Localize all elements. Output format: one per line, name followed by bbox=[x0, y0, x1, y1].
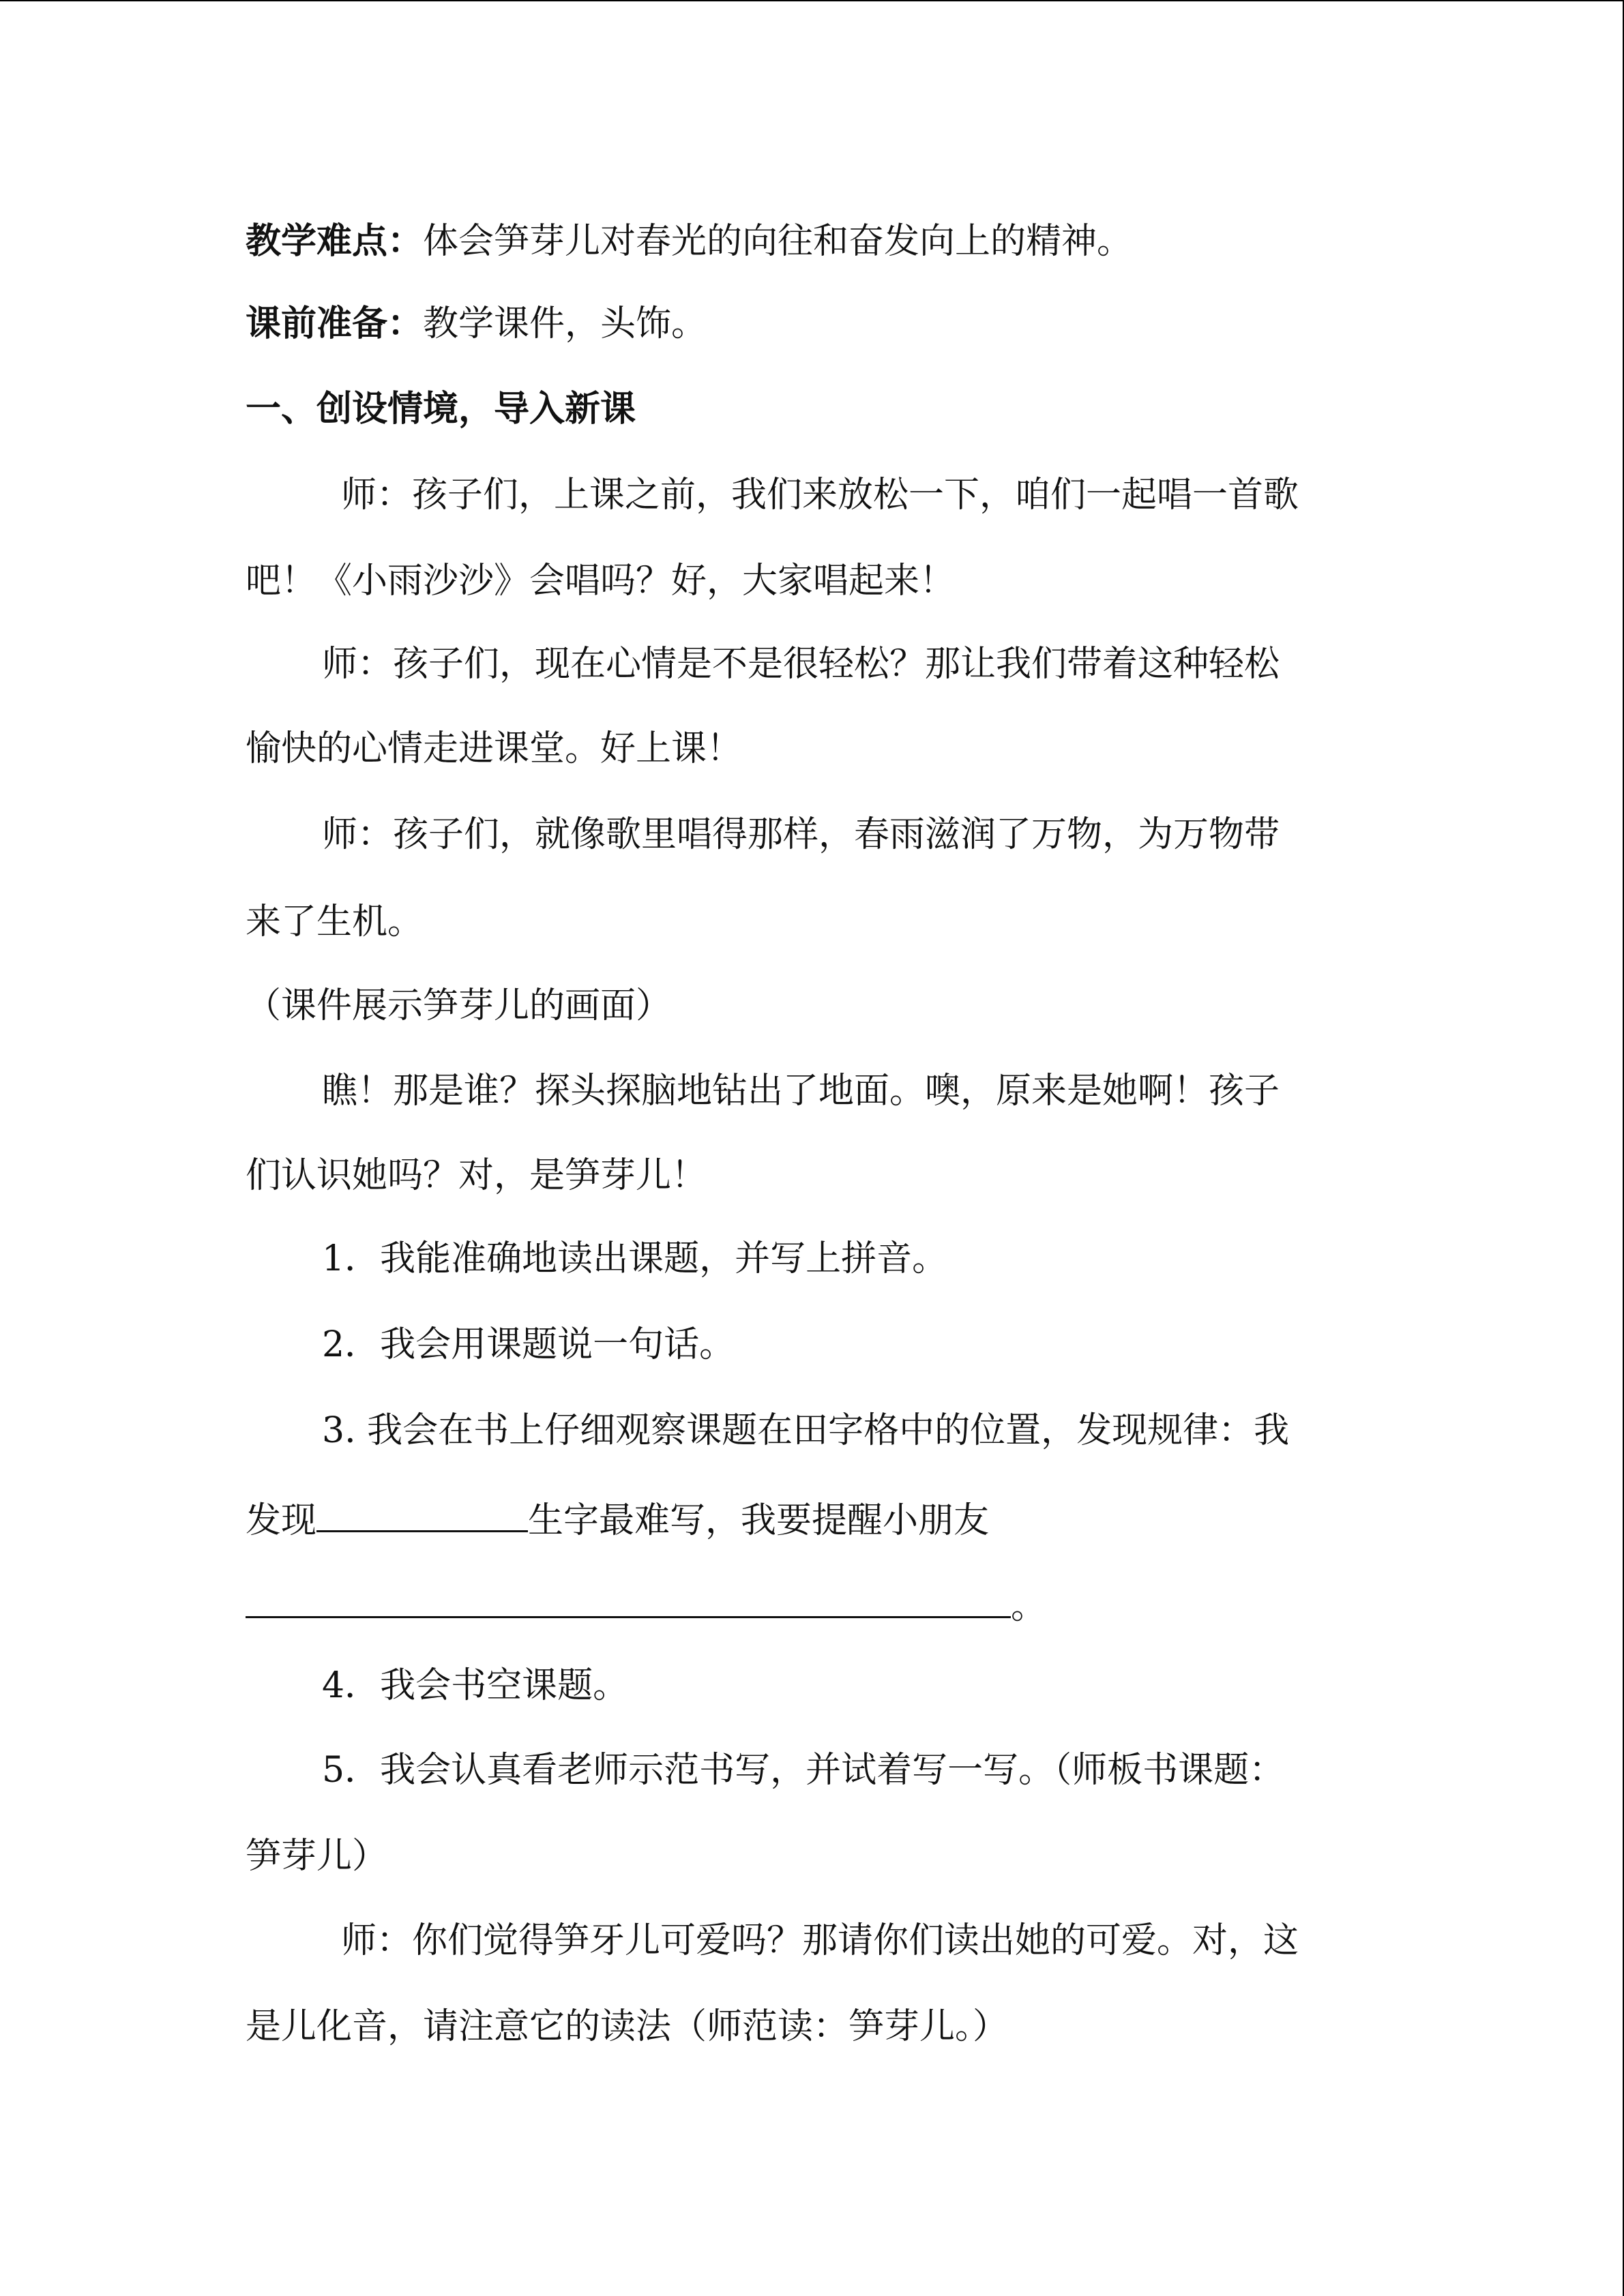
paragraph-line: 师：孩子们，上课之前，我们来放松一下，咱们一起唱一首歌 bbox=[341, 475, 1299, 516]
list-item: 5．我会认真看老师示范书写，并试着写一写。（师板书课题： bbox=[322, 1750, 1285, 1791]
fill-suffix: 生字最难写，我要提醒小朋友 bbox=[528, 1500, 990, 1541]
preparation-text: 教学课件，头饰。 bbox=[423, 303, 707, 344]
list-item: 1．我能准确地读出课题，并写上拼音。 bbox=[322, 1238, 948, 1279]
list-item: 4．我会书空课题。 bbox=[322, 1665, 629, 1706]
paragraph-line: 愉快的心情走进课堂。好上课！ bbox=[246, 728, 743, 769]
paragraph-line: 师：孩子们，就像歌里唱得那样，春雨滋润了万物，为万物带 bbox=[322, 814, 1280, 855]
fill-end: 。 bbox=[1011, 1586, 1047, 1627]
difficulty-text: 体会笋芽儿对春光的向往和奋发向上的精神。 bbox=[423, 221, 1133, 262]
fill-blank-long[interactable] bbox=[246, 1579, 1011, 1618]
list-item: 3. 我会在书上仔细观察课题在田字格中的位置，发现规律：我 bbox=[322, 1410, 1290, 1451]
paragraph-line: 是儿化音，请注意它的读法（师范读：笋芽儿。） bbox=[246, 2006, 1009, 2047]
list-item-continued bbox=[246, 1493, 989, 1542]
preparation-label: 课前准备： bbox=[246, 303, 424, 344]
difficulty-label: 教学难点： bbox=[246, 220, 424, 262]
paragraph-line: 瞧！那是谁？探头探脑地钻出了地面。噢，原来是她啊！孩子 bbox=[322, 1071, 1280, 1112]
preparation-line bbox=[246, 302, 707, 346]
list-item-continued: 笋芽儿） bbox=[246, 1836, 388, 1877]
fill-blank-short[interactable] bbox=[316, 1493, 528, 1532]
paragraph-line: 师：你们觉得笋牙儿可爱吗？那请你们读出她的可爱。对，这 bbox=[341, 1920, 1299, 1961]
fill-prefix: 发现 bbox=[246, 1500, 317, 1541]
paragraph-line: 吧！《小雨沙沙》会唱吗？好，大家唱起来！ bbox=[246, 561, 956, 601]
courseware-note: （课件展示笋芽儿的画面） bbox=[246, 985, 672, 1026]
paragraph-line: 师：孩子们，现在心情是不是很轻松？那让我们带着这种轻松 bbox=[322, 644, 1280, 685]
difficulty-line bbox=[246, 220, 1132, 263]
section-heading: 一、创设情境，导入新课 bbox=[246, 388, 636, 430]
list-item: 2．我会用课题说一句话。 bbox=[322, 1324, 735, 1365]
list-item-continued bbox=[246, 1579, 1046, 1628]
paragraph-line: 们认识她吗？对，是笋芽儿！ bbox=[246, 1155, 707, 1196]
paragraph-line: 来了生机。 bbox=[246, 901, 424, 942]
